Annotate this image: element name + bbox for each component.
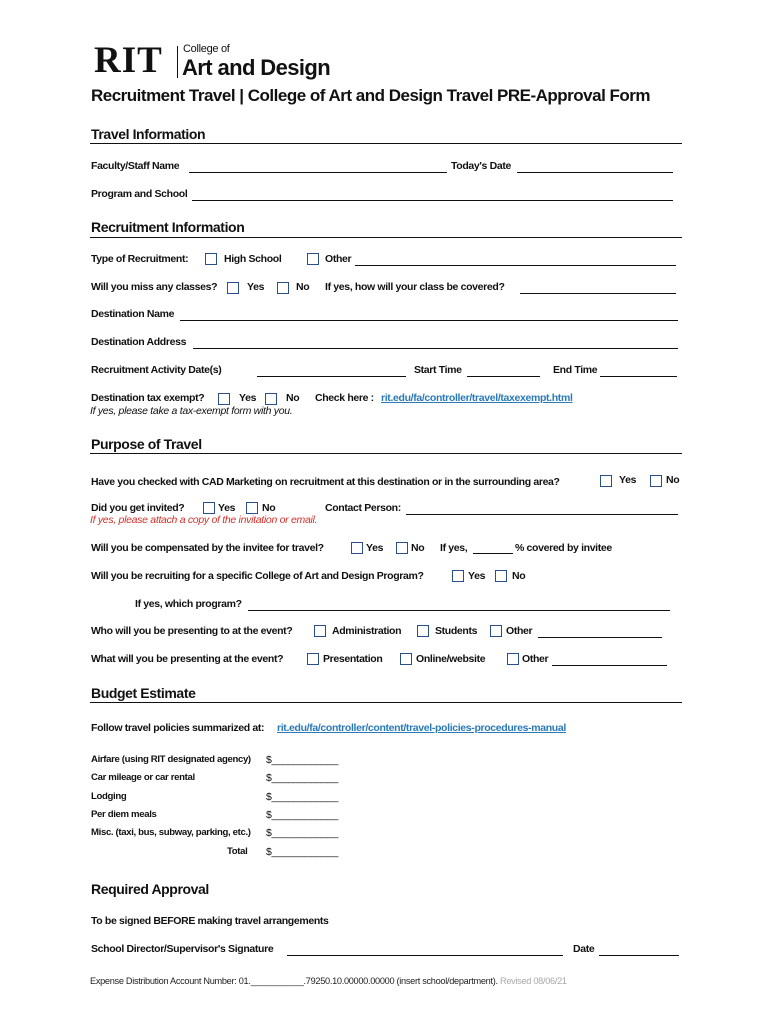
budget-item-per-diem: Per diem meals xyxy=(91,809,157,820)
faculty-name-label: Faculty/Staff Name xyxy=(91,160,180,172)
tax-exempt-yes-label: Yes xyxy=(239,392,257,404)
other-content-label: Other xyxy=(522,653,549,665)
class-covered-field[interactable] xyxy=(520,293,676,294)
compensated-label: Will you be compensated by the invitee for travel? xyxy=(91,542,324,554)
class-covered-label: If yes, how will your class be covered? xyxy=(325,281,505,293)
footer-revised: Revised 08/06/21 xyxy=(500,976,567,986)
compensated-no-checkbox[interactable] xyxy=(396,542,408,554)
section-approval-heading: Required Approval xyxy=(91,881,209,897)
marketing-no-label: No xyxy=(666,474,680,486)
section-budget-heading: Budget Estimate xyxy=(91,685,196,701)
end-time-label: End Time xyxy=(553,364,598,376)
logo-line2: Art and Design xyxy=(182,55,331,80)
other-audience-field[interactable] xyxy=(538,637,662,638)
destination-address-label: Destination Address xyxy=(91,336,187,348)
presentation-checkbox[interactable] xyxy=(307,653,319,665)
presenting-to-label: Who will you be presenting to at the event? xyxy=(91,625,293,637)
students-checkbox[interactable] xyxy=(417,625,429,637)
section-rule xyxy=(90,453,682,454)
destination-name-label: Destination Name xyxy=(91,308,175,320)
budget-amount-lodging[interactable]: $____________ xyxy=(266,791,339,803)
tax-exempt-no-checkbox[interactable] xyxy=(265,393,277,405)
end-time-field[interactable] xyxy=(600,376,677,377)
logo-org: RIT xyxy=(94,40,163,81)
checked-marketing-label: Have you checked with CAD Marketing on recruitment at this destination or in the surrounding area? xyxy=(91,476,560,488)
policy-link[interactable]: rit.edu/fa/controller/content/travel-policies-procedures-manual xyxy=(277,722,566,734)
miss-classes-no-label: No xyxy=(296,281,310,293)
destination-address-field[interactable] xyxy=(193,348,678,349)
which-program-label: If yes, which program? xyxy=(135,598,242,610)
online-checkbox[interactable] xyxy=(400,653,412,665)
budget-item-car: Car mileage or car rental xyxy=(91,772,195,783)
section-travel-heading: Travel Information xyxy=(91,126,206,142)
other-audience-label: Other xyxy=(506,625,533,637)
start-time-field[interactable] xyxy=(467,376,540,377)
section-rule xyxy=(90,143,682,144)
compensated-no-label: No xyxy=(411,542,425,554)
contact-person-field[interactable] xyxy=(406,514,678,515)
administration-checkbox[interactable] xyxy=(314,625,326,637)
budget-amount-per-diem[interactable]: $____________ xyxy=(266,809,339,821)
marketing-yes-checkbox[interactable] xyxy=(600,475,612,487)
which-program-field[interactable] xyxy=(248,610,670,611)
program-no-checkbox[interactable] xyxy=(495,570,507,582)
marketing-no-checkbox[interactable] xyxy=(650,475,662,487)
other-type-field[interactable] xyxy=(355,265,676,266)
todays-date-label: Today's Date xyxy=(451,160,511,172)
program-school-field[interactable] xyxy=(192,200,673,201)
tax-exempt-link[interactable]: rit.edu/fa/controller/travel/taxexempt.html xyxy=(381,392,573,404)
signature-label: School Director/Supervisor's Signature xyxy=(91,943,274,955)
students-label: Students xyxy=(435,625,478,637)
approval-date-label: Date xyxy=(573,943,595,955)
budget-item-lodging: Lodging xyxy=(91,791,127,802)
miss-classes-label: Will you miss any classes? xyxy=(91,281,218,293)
signature-field[interactable] xyxy=(287,955,563,956)
other-audience-checkbox[interactable] xyxy=(490,625,502,637)
invited-no-label: No xyxy=(262,502,276,514)
budget-item-misc: Misc. (taxi, bus, subway, parking, etc.) xyxy=(91,827,251,838)
presenting-what-label: What will you be presenting at the event? xyxy=(91,653,284,665)
contact-person-label: Contact Person: xyxy=(325,502,401,514)
faculty-name-field[interactable] xyxy=(189,172,447,173)
activity-dates-field[interactable] xyxy=(257,376,406,377)
administration-label: Administration xyxy=(332,625,402,637)
program-no-label: No xyxy=(512,570,526,582)
other-content-checkbox[interactable] xyxy=(507,653,519,665)
online-label: Online/website xyxy=(416,653,486,665)
activity-dates-label: Recruitment Activity Date(s) xyxy=(91,364,222,376)
high-school-label: High School xyxy=(224,253,282,265)
invited-yes-checkbox[interactable] xyxy=(203,502,215,514)
todays-date-field[interactable] xyxy=(517,172,673,173)
program-school-label: Program and School xyxy=(91,188,188,200)
section-rule xyxy=(90,237,682,238)
logo-divider xyxy=(177,46,178,78)
high-school-checkbox[interactable] xyxy=(205,253,217,265)
start-time-label: Start Time xyxy=(414,364,462,376)
specific-program-label: Will you be recruiting for a specific College of Art and Design Program? xyxy=(91,570,424,582)
compensated-yes-checkbox[interactable] xyxy=(351,542,363,554)
approval-note: To be signed BEFORE making travel arrangements xyxy=(91,915,329,927)
budget-amount-airfare[interactable]: $____________ xyxy=(266,754,339,766)
pct-covered-label: % covered by invitee xyxy=(515,542,612,554)
follow-policies-label: Follow travel policies summarized at: xyxy=(91,722,265,734)
tax-exempt-no-label: No xyxy=(286,392,300,404)
invited-label: Did you get invited? xyxy=(91,502,185,514)
program-yes-label: Yes xyxy=(468,570,486,582)
program-yes-checkbox[interactable] xyxy=(452,570,464,582)
invite-note: If yes, please attach a copy of the invitation or email. xyxy=(90,514,318,526)
logo-line1: College of xyxy=(183,43,230,55)
miss-classes-yes-checkbox[interactable] xyxy=(227,282,239,294)
tax-exempt-yes-checkbox[interactable] xyxy=(218,393,230,405)
budget-amount-car[interactable]: $____________ xyxy=(266,772,339,784)
destination-name-field[interactable] xyxy=(180,320,678,321)
section-rule xyxy=(90,702,682,703)
miss-classes-yes-label: Yes xyxy=(247,281,265,293)
other-type-checkbox[interactable] xyxy=(307,253,319,265)
other-type-label: Other xyxy=(325,253,352,265)
budget-amount-total[interactable]: $____________ xyxy=(266,846,339,858)
form-title: Recruitment Travel | College of Art and Design Travel PRE-Approval Form xyxy=(91,86,651,105)
type-recruitment-label: Type of Recruitment: xyxy=(91,253,189,265)
invited-no-checkbox[interactable] xyxy=(246,502,258,514)
other-content-field[interactable] xyxy=(552,665,667,666)
presentation-label: Presentation xyxy=(323,653,383,665)
section-purpose-heading: Purpose of Travel xyxy=(91,436,202,452)
budget-item-airfare: Airfare (using RIT designated agency) xyxy=(91,754,251,765)
compensated-yes-label: Yes xyxy=(366,542,384,554)
approval-date-field[interactable] xyxy=(599,955,679,956)
budget-total-label: Total xyxy=(227,846,248,857)
budget-amount-misc[interactable]: $____________ xyxy=(266,827,339,839)
rit-logo xyxy=(94,42,334,82)
marketing-yes-label: Yes xyxy=(619,474,637,486)
footer-account-note xyxy=(90,976,567,986)
if-yes-label: If yes, xyxy=(440,542,468,554)
section-recruitment-heading: Recruitment Information xyxy=(91,219,245,235)
check-here-label: Check here : xyxy=(315,392,374,404)
tax-exempt-label: Destination tax exempt? xyxy=(91,392,205,404)
invited-yes-label: Yes xyxy=(218,502,236,514)
tax-exempt-note: If yes, please take a tax-exempt form with you. xyxy=(90,405,293,417)
footer-text: Expense Distribution Account Number: 01.___________.79250.10.00000.00000 (insert school/department). xyxy=(90,976,498,986)
miss-classes-no-checkbox[interactable] xyxy=(277,282,289,294)
pct-covered-field[interactable] xyxy=(473,553,513,554)
